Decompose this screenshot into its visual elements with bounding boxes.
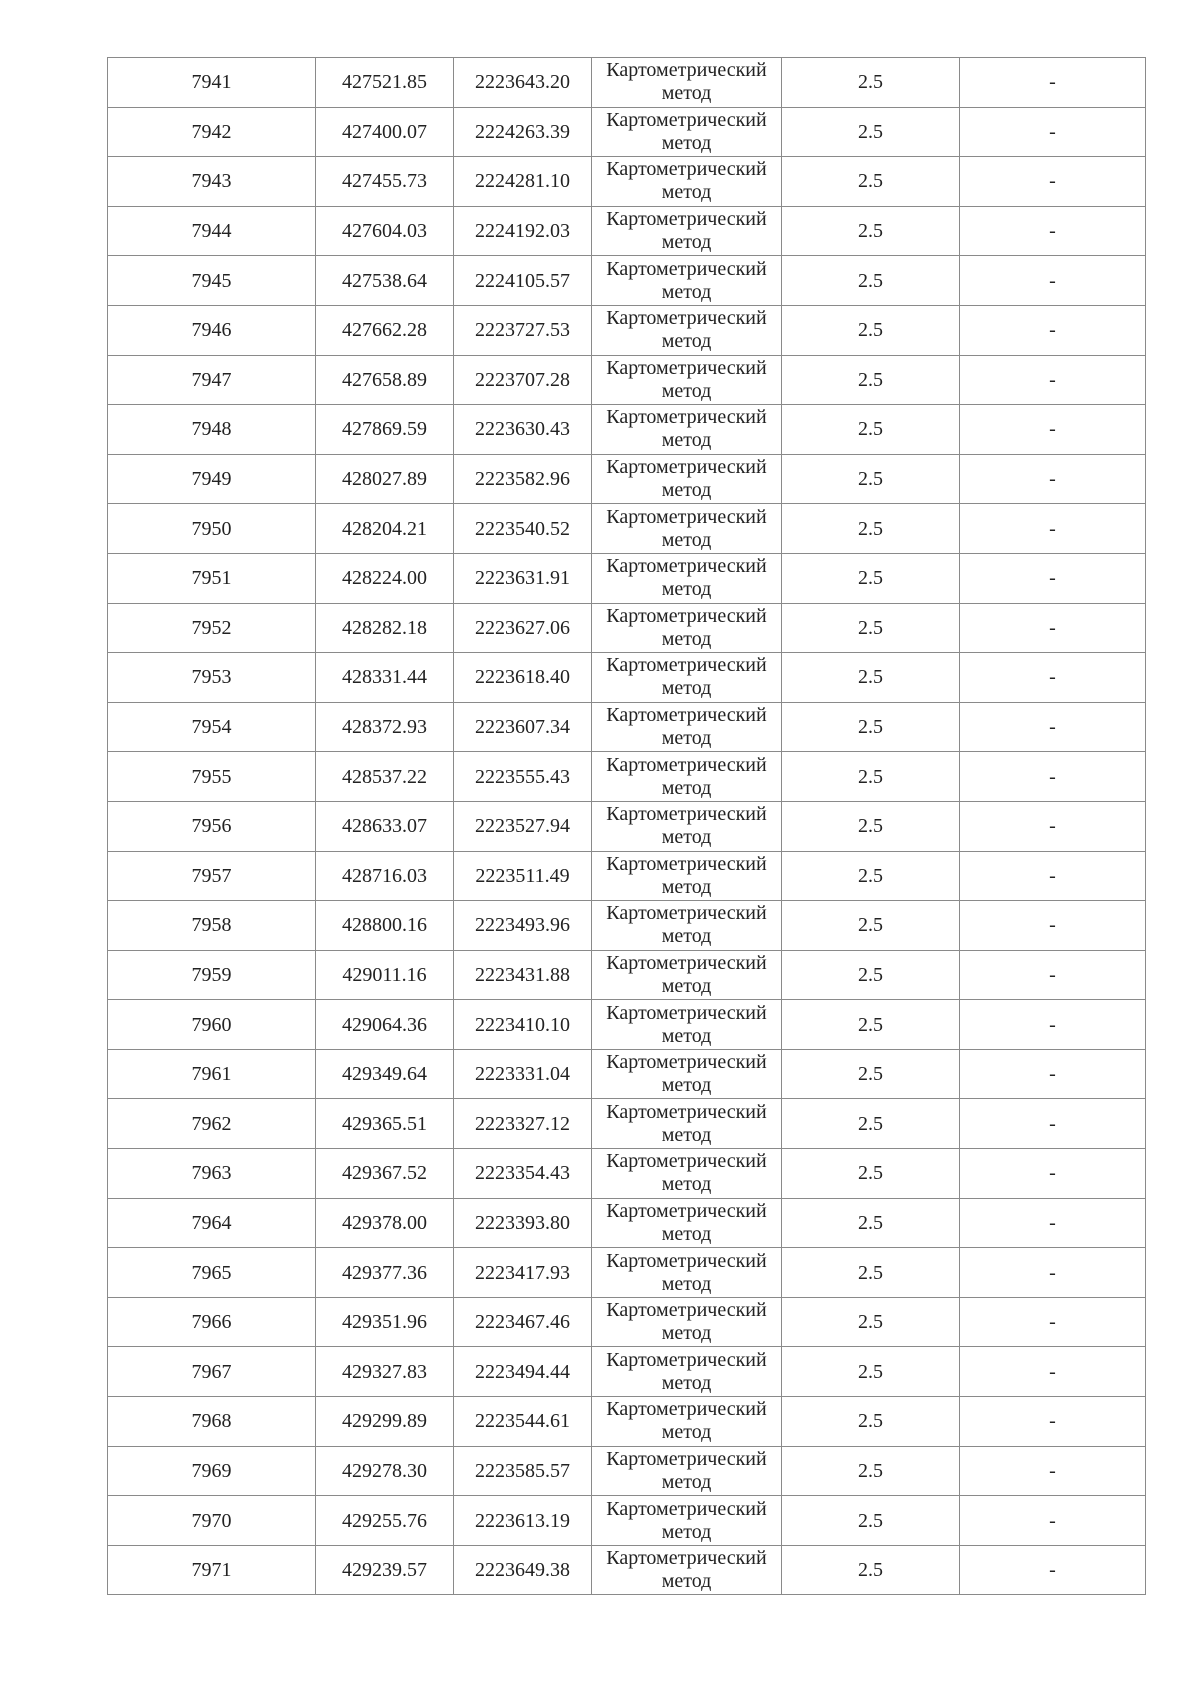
y-coordinate-cell: 2224281.10 bbox=[454, 157, 592, 207]
coordinates-table bbox=[107, 57, 1146, 1595]
y-coordinate-cell: 2223431.88 bbox=[454, 950, 592, 1000]
method-line-1: Картометрический bbox=[606, 1447, 767, 1470]
accuracy-cell: 2.5 bbox=[782, 256, 960, 306]
method-line-2: метод bbox=[661, 131, 712, 154]
method-line-2: метод bbox=[661, 330, 712, 353]
point-number-cell: 7951 bbox=[108, 553, 316, 603]
method-line-2: метод bbox=[661, 875, 712, 898]
method-cell bbox=[592, 901, 782, 951]
method-cell bbox=[592, 603, 782, 653]
method-line-1: Картометрический bbox=[606, 753, 767, 776]
point-number-cell: 7966 bbox=[108, 1297, 316, 1347]
table-row bbox=[108, 206, 1146, 256]
method-line-2: метод bbox=[661, 1074, 712, 1097]
method-cell bbox=[592, 305, 782, 355]
method-line-1: Картометрический bbox=[606, 902, 767, 925]
y-coordinate-cell: 2223607.34 bbox=[454, 702, 592, 752]
method-cell bbox=[592, 851, 782, 901]
x-coordinate-cell: 429255.76 bbox=[316, 1496, 454, 1546]
y-coordinate-cell: 2223327.12 bbox=[454, 1099, 592, 1149]
y-coordinate-cell: 2223410.10 bbox=[454, 1000, 592, 1050]
table-row bbox=[108, 1545, 1146, 1595]
table-row bbox=[108, 58, 1146, 108]
x-coordinate-cell: 428372.93 bbox=[316, 702, 454, 752]
x-coordinate-cell: 427662.28 bbox=[316, 305, 454, 355]
x-coordinate-cell: 428027.89 bbox=[316, 454, 454, 504]
accuracy-cell: 2.5 bbox=[782, 851, 960, 901]
point-number-cell: 7960 bbox=[108, 1000, 316, 1050]
note-cell: - bbox=[960, 1347, 1146, 1397]
accuracy-cell: 2.5 bbox=[782, 901, 960, 951]
note-cell: - bbox=[960, 454, 1146, 504]
y-coordinate-cell: 2223582.96 bbox=[454, 454, 592, 504]
note-cell: - bbox=[960, 950, 1146, 1000]
table-row bbox=[108, 1049, 1146, 1099]
accuracy-cell: 2.5 bbox=[782, 1496, 960, 1546]
accuracy-cell: 2.5 bbox=[782, 1198, 960, 1248]
y-coordinate-cell: 2223494.44 bbox=[454, 1347, 592, 1397]
table-row bbox=[108, 405, 1146, 455]
x-coordinate-cell: 427869.59 bbox=[316, 405, 454, 455]
note-cell: - bbox=[960, 801, 1146, 851]
table-row bbox=[108, 1099, 1146, 1149]
method-cell bbox=[592, 107, 782, 157]
accuracy-cell: 2.5 bbox=[782, 1049, 960, 1099]
note-cell: - bbox=[960, 603, 1146, 653]
method-line-1: Картометрический bbox=[606, 59, 767, 82]
table-row bbox=[108, 851, 1146, 901]
x-coordinate-cell: 428331.44 bbox=[316, 653, 454, 703]
method-line-2: метод bbox=[661, 1421, 712, 1444]
accuracy-cell: 2.5 bbox=[782, 1248, 960, 1298]
table-row bbox=[108, 1496, 1146, 1546]
note-cell: - bbox=[960, 1000, 1146, 1050]
method-line-2: метод bbox=[661, 627, 712, 650]
method-line-1: Картометрический bbox=[606, 1348, 767, 1371]
method-cell bbox=[592, 1198, 782, 1248]
y-coordinate-cell: 2223643.20 bbox=[454, 58, 592, 108]
point-number-cell: 7964 bbox=[108, 1198, 316, 1248]
method-line-1: Картометрический bbox=[606, 158, 767, 181]
y-coordinate-cell: 2224263.39 bbox=[454, 107, 592, 157]
method-line-1: Картометрический bbox=[606, 406, 767, 429]
method-line-1: Картометрический bbox=[606, 108, 767, 131]
note-cell: - bbox=[960, 901, 1146, 951]
accuracy-cell: 2.5 bbox=[782, 1347, 960, 1397]
note-cell: - bbox=[960, 206, 1146, 256]
point-number-cell: 7954 bbox=[108, 702, 316, 752]
x-coordinate-cell: 427400.07 bbox=[316, 107, 454, 157]
y-coordinate-cell: 2223417.93 bbox=[454, 1248, 592, 1298]
y-coordinate-cell: 2223618.40 bbox=[454, 653, 592, 703]
table-row bbox=[108, 553, 1146, 603]
point-number-cell: 7947 bbox=[108, 355, 316, 405]
y-coordinate-cell: 2223331.04 bbox=[454, 1049, 592, 1099]
x-coordinate-cell: 428282.18 bbox=[316, 603, 454, 653]
method-line-2: метод bbox=[661, 231, 712, 254]
method-line-1: Картометрический bbox=[606, 704, 767, 727]
method-line-1: Картометрический bbox=[606, 456, 767, 479]
method-line-2: метод bbox=[661, 974, 712, 997]
table-row bbox=[108, 653, 1146, 703]
accuracy-cell: 2.5 bbox=[782, 1297, 960, 1347]
method-cell bbox=[592, 1099, 782, 1149]
x-coordinate-cell: 429378.00 bbox=[316, 1198, 454, 1248]
note-cell: - bbox=[960, 1397, 1146, 1447]
method-cell bbox=[592, 752, 782, 802]
note-cell: - bbox=[960, 1149, 1146, 1199]
method-cell bbox=[592, 1248, 782, 1298]
note-cell: - bbox=[960, 702, 1146, 752]
table-row bbox=[108, 355, 1146, 405]
x-coordinate-cell: 429351.96 bbox=[316, 1297, 454, 1347]
method-line-2: метод bbox=[661, 925, 712, 948]
accuracy-cell: 2.5 bbox=[782, 801, 960, 851]
method-line-2: метод bbox=[661, 1520, 712, 1543]
point-number-cell: 7948 bbox=[108, 405, 316, 455]
method-line-2: метод bbox=[661, 379, 712, 402]
table-row bbox=[108, 1347, 1146, 1397]
point-number-cell: 7946 bbox=[108, 305, 316, 355]
accuracy-cell: 2.5 bbox=[782, 603, 960, 653]
method-line-2: метод bbox=[661, 1322, 712, 1345]
method-cell bbox=[592, 1496, 782, 1546]
method-line-2: метод bbox=[661, 82, 712, 105]
method-line-1: Картометрический bbox=[606, 1249, 767, 1272]
method-cell bbox=[592, 702, 782, 752]
x-coordinate-cell: 428224.00 bbox=[316, 553, 454, 603]
x-coordinate-cell: 429011.16 bbox=[316, 950, 454, 1000]
point-number-cell: 7956 bbox=[108, 801, 316, 851]
method-cell bbox=[592, 1000, 782, 1050]
method-line-2: метод bbox=[661, 181, 712, 204]
table-row bbox=[108, 1248, 1146, 1298]
method-cell bbox=[592, 504, 782, 554]
accuracy-cell: 2.5 bbox=[782, 702, 960, 752]
note-cell: - bbox=[960, 1049, 1146, 1099]
method-cell bbox=[592, 1446, 782, 1496]
method-cell bbox=[592, 1347, 782, 1397]
point-number-cell: 7942 bbox=[108, 107, 316, 157]
x-coordinate-cell: 429299.89 bbox=[316, 1397, 454, 1447]
note-cell: - bbox=[960, 1297, 1146, 1347]
y-coordinate-cell: 2223511.49 bbox=[454, 851, 592, 901]
table-row bbox=[108, 1397, 1146, 1447]
method-cell bbox=[592, 157, 782, 207]
x-coordinate-cell: 427604.03 bbox=[316, 206, 454, 256]
y-coordinate-cell: 2223627.06 bbox=[454, 603, 592, 653]
accuracy-cell: 2.5 bbox=[782, 1000, 960, 1050]
x-coordinate-cell: 429064.36 bbox=[316, 1000, 454, 1050]
method-line-2: метод bbox=[661, 578, 712, 601]
point-number-cell: 7950 bbox=[108, 504, 316, 554]
x-coordinate-cell: 429367.52 bbox=[316, 1149, 454, 1199]
table-row bbox=[108, 504, 1146, 554]
method-line-1: Картометрический bbox=[606, 654, 767, 677]
x-coordinate-cell: 427521.85 bbox=[316, 58, 454, 108]
point-number-cell: 7965 bbox=[108, 1248, 316, 1298]
method-line-1: Картометрический bbox=[606, 208, 767, 231]
x-coordinate-cell: 429377.36 bbox=[316, 1248, 454, 1298]
table-row bbox=[108, 901, 1146, 951]
method-line-2: метод bbox=[661, 1024, 712, 1047]
accuracy-cell: 2.5 bbox=[782, 454, 960, 504]
point-number-cell: 7958 bbox=[108, 901, 316, 951]
point-number-cell: 7949 bbox=[108, 454, 316, 504]
method-cell bbox=[592, 1397, 782, 1447]
method-cell bbox=[592, 355, 782, 405]
x-coordinate-cell: 429365.51 bbox=[316, 1099, 454, 1149]
y-coordinate-cell: 2223727.53 bbox=[454, 305, 592, 355]
x-coordinate-cell: 429239.57 bbox=[316, 1545, 454, 1595]
accuracy-cell: 2.5 bbox=[782, 1099, 960, 1149]
y-coordinate-cell: 2224192.03 bbox=[454, 206, 592, 256]
y-coordinate-cell: 2223467.46 bbox=[454, 1297, 592, 1347]
table-row bbox=[108, 702, 1146, 752]
note-cell: - bbox=[960, 157, 1146, 207]
point-number-cell: 7967 bbox=[108, 1347, 316, 1397]
y-coordinate-cell: 2223585.57 bbox=[454, 1446, 592, 1496]
method-cell bbox=[592, 653, 782, 703]
note-cell: - bbox=[960, 107, 1146, 157]
method-cell bbox=[592, 801, 782, 851]
method-cell bbox=[592, 950, 782, 1000]
note-cell: - bbox=[960, 305, 1146, 355]
point-number-cell: 7970 bbox=[108, 1496, 316, 1546]
x-coordinate-cell: 427658.89 bbox=[316, 355, 454, 405]
table-body bbox=[108, 58, 1146, 1595]
accuracy-cell: 2.5 bbox=[782, 405, 960, 455]
table-row bbox=[108, 1000, 1146, 1050]
note-cell: - bbox=[960, 355, 1146, 405]
method-line-1: Картометрический bbox=[606, 1150, 767, 1173]
note-cell: - bbox=[960, 1496, 1146, 1546]
accuracy-cell: 2.5 bbox=[782, 1446, 960, 1496]
note-cell: - bbox=[960, 851, 1146, 901]
accuracy-cell: 2.5 bbox=[782, 157, 960, 207]
accuracy-cell: 2.5 bbox=[782, 58, 960, 108]
note-cell: - bbox=[960, 752, 1146, 802]
method-line-2: метод bbox=[661, 1173, 712, 1196]
y-coordinate-cell: 2223613.19 bbox=[454, 1496, 592, 1546]
x-coordinate-cell: 428537.22 bbox=[316, 752, 454, 802]
x-coordinate-cell: 428204.21 bbox=[316, 504, 454, 554]
note-cell: - bbox=[960, 256, 1146, 306]
point-number-cell: 7968 bbox=[108, 1397, 316, 1447]
accuracy-cell: 2.5 bbox=[782, 305, 960, 355]
method-line-1: Картометрический bbox=[606, 555, 767, 578]
method-line-2: метод bbox=[661, 826, 712, 849]
note-cell: - bbox=[960, 553, 1146, 603]
x-coordinate-cell: 429278.30 bbox=[316, 1446, 454, 1496]
table-row bbox=[108, 454, 1146, 504]
accuracy-cell: 2.5 bbox=[782, 553, 960, 603]
note-cell: - bbox=[960, 58, 1146, 108]
method-line-2: метод bbox=[661, 1371, 712, 1394]
method-line-1: Картометрический bbox=[606, 852, 767, 875]
method-line-1: Картометрический bbox=[606, 257, 767, 280]
y-coordinate-cell: 2223540.52 bbox=[454, 504, 592, 554]
x-coordinate-cell: 428633.07 bbox=[316, 801, 454, 851]
method-line-2: метод bbox=[661, 1272, 712, 1295]
method-cell bbox=[592, 1545, 782, 1595]
accuracy-cell: 2.5 bbox=[782, 950, 960, 1000]
method-line-1: Картометрический bbox=[606, 1398, 767, 1421]
y-coordinate-cell: 2223631.91 bbox=[454, 553, 592, 603]
method-line-2: метод bbox=[661, 280, 712, 303]
point-number-cell: 7961 bbox=[108, 1049, 316, 1099]
point-number-cell: 7952 bbox=[108, 603, 316, 653]
x-coordinate-cell: 429349.64 bbox=[316, 1049, 454, 1099]
accuracy-cell: 2.5 bbox=[782, 752, 960, 802]
x-coordinate-cell: 427455.73 bbox=[316, 157, 454, 207]
point-number-cell: 7971 bbox=[108, 1545, 316, 1595]
table-row bbox=[108, 107, 1146, 157]
method-line-1: Картометрический bbox=[606, 1100, 767, 1123]
accuracy-cell: 2.5 bbox=[782, 1149, 960, 1199]
note-cell: - bbox=[960, 504, 1146, 554]
table-row bbox=[108, 752, 1146, 802]
table-row bbox=[108, 603, 1146, 653]
accuracy-cell: 2.5 bbox=[782, 206, 960, 256]
method-line-2: метод bbox=[661, 727, 712, 750]
point-number-cell: 7969 bbox=[108, 1446, 316, 1496]
y-coordinate-cell: 2223527.94 bbox=[454, 801, 592, 851]
note-cell: - bbox=[960, 1248, 1146, 1298]
method-line-2: метод bbox=[661, 479, 712, 502]
point-number-cell: 7955 bbox=[108, 752, 316, 802]
table-row bbox=[108, 256, 1146, 306]
note-cell: - bbox=[960, 405, 1146, 455]
method-line-2: метод bbox=[661, 677, 712, 700]
accuracy-cell: 2.5 bbox=[782, 1397, 960, 1447]
y-coordinate-cell: 2223493.96 bbox=[454, 901, 592, 951]
point-number-cell: 7941 bbox=[108, 58, 316, 108]
note-cell: - bbox=[960, 1545, 1146, 1595]
y-coordinate-cell: 2223544.61 bbox=[454, 1397, 592, 1447]
method-cell bbox=[592, 454, 782, 504]
method-line-2: метод bbox=[661, 429, 712, 452]
method-cell bbox=[592, 1297, 782, 1347]
table-row bbox=[108, 950, 1146, 1000]
method-cell bbox=[592, 1049, 782, 1099]
accuracy-cell: 2.5 bbox=[782, 107, 960, 157]
method-line-1: Картометрический bbox=[606, 505, 767, 528]
table-row bbox=[108, 1297, 1146, 1347]
x-coordinate-cell: 428800.16 bbox=[316, 901, 454, 951]
table-row bbox=[108, 1446, 1146, 1496]
method-line-1: Картометрический bbox=[606, 1199, 767, 1222]
method-cell bbox=[592, 58, 782, 108]
method-line-2: метод bbox=[661, 776, 712, 799]
y-coordinate-cell: 2223649.38 bbox=[454, 1545, 592, 1595]
point-number-cell: 7962 bbox=[108, 1099, 316, 1149]
y-coordinate-cell: 2223354.43 bbox=[454, 1149, 592, 1199]
method-line-1: Картометрический bbox=[606, 803, 767, 826]
method-line-1: Картометрический bbox=[606, 1547, 767, 1570]
y-coordinate-cell: 2223555.43 bbox=[454, 752, 592, 802]
method-line-1: Картометрический bbox=[606, 1051, 767, 1074]
method-line-1: Картометрический bbox=[606, 1299, 767, 1322]
point-number-cell: 7943 bbox=[108, 157, 316, 207]
point-number-cell: 7945 bbox=[108, 256, 316, 306]
point-number-cell: 7957 bbox=[108, 851, 316, 901]
method-line-1: Картометрический bbox=[606, 1001, 767, 1024]
y-coordinate-cell: 2223630.43 bbox=[454, 405, 592, 455]
y-coordinate-cell: 2223393.80 bbox=[454, 1198, 592, 1248]
x-coordinate-cell: 427538.64 bbox=[316, 256, 454, 306]
x-coordinate-cell: 429327.83 bbox=[316, 1347, 454, 1397]
method-line-2: метод bbox=[661, 1123, 712, 1146]
method-cell bbox=[592, 553, 782, 603]
y-coordinate-cell: 2224105.57 bbox=[454, 256, 592, 306]
method-line-1: Картометрический bbox=[606, 1497, 767, 1520]
note-cell: - bbox=[960, 653, 1146, 703]
method-line-1: Картометрический bbox=[606, 356, 767, 379]
method-line-1: Картометрический bbox=[606, 307, 767, 330]
method-line-2: метод bbox=[661, 1470, 712, 1493]
method-cell bbox=[592, 405, 782, 455]
method-line-1: Картометрический bbox=[606, 604, 767, 627]
note-cell: - bbox=[960, 1198, 1146, 1248]
point-number-cell: 7953 bbox=[108, 653, 316, 703]
method-line-2: метод bbox=[661, 528, 712, 551]
accuracy-cell: 2.5 bbox=[782, 1545, 960, 1595]
note-cell: - bbox=[960, 1099, 1146, 1149]
note-cell: - bbox=[960, 1446, 1146, 1496]
accuracy-cell: 2.5 bbox=[782, 355, 960, 405]
point-number-cell: 7944 bbox=[108, 206, 316, 256]
table-row bbox=[108, 305, 1146, 355]
method-line-1: Картометрический bbox=[606, 951, 767, 974]
method-line-2: метод bbox=[661, 1570, 712, 1593]
method-line-2: метод bbox=[661, 1222, 712, 1245]
table-row bbox=[108, 1198, 1146, 1248]
point-number-cell: 7959 bbox=[108, 950, 316, 1000]
y-coordinate-cell: 2223707.28 bbox=[454, 355, 592, 405]
point-number-cell: 7963 bbox=[108, 1149, 316, 1199]
table-row bbox=[108, 801, 1146, 851]
table-row bbox=[108, 157, 1146, 207]
accuracy-cell: 2.5 bbox=[782, 504, 960, 554]
table-row bbox=[108, 1149, 1146, 1199]
method-cell bbox=[592, 256, 782, 306]
x-coordinate-cell: 428716.03 bbox=[316, 851, 454, 901]
method-cell bbox=[592, 1149, 782, 1199]
method-cell bbox=[592, 206, 782, 256]
accuracy-cell: 2.5 bbox=[782, 653, 960, 703]
